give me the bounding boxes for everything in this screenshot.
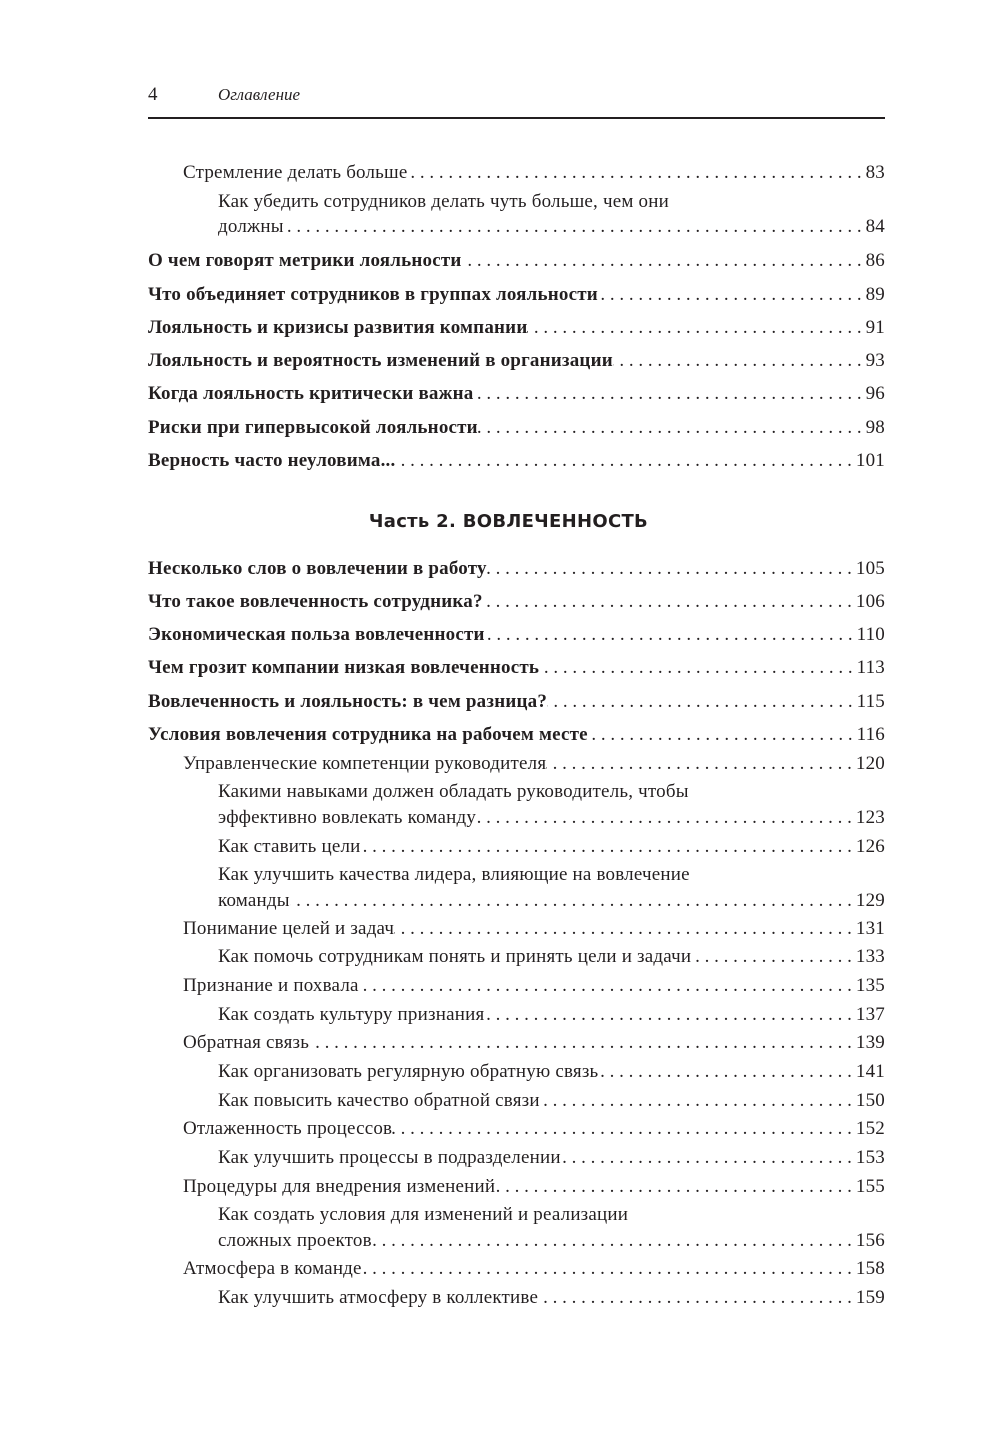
toc-entry <box>218 779 885 805</box>
toc-entry-title: Как улучшить качества лидера, влияющие на вовлечение <box>218 864 690 885</box>
dot-leader <box>598 282 866 308</box>
toc-entry-title: Какими навыками должен обладать руководитель, чтобы <box>218 781 689 802</box>
toc-page-number: 137 <box>855 1004 885 1025</box>
dot-leader <box>540 1088 856 1114</box>
toc-entry <box>148 282 885 308</box>
toc-entry <box>183 160 885 186</box>
toc-entry-title: Как улучшить процессы в подразделении <box>218 1147 561 1168</box>
toc-page-number: 120 <box>855 753 885 774</box>
toc-entry-title: Понимание целей и задач <box>183 918 395 939</box>
running-header: Оглавление <box>218 85 301 104</box>
toc-entry-title: Несколько слов о вовлечении в работу <box>148 558 487 579</box>
dot-leader <box>361 834 856 860</box>
toc-page-number: 158 <box>855 1258 885 1279</box>
toc-page-number: 155 <box>855 1176 885 1197</box>
dot-leader <box>408 160 866 186</box>
dot-leader <box>394 916 856 942</box>
toc-entry <box>183 751 885 777</box>
dot-leader <box>462 248 866 274</box>
toc-entry <box>218 189 885 215</box>
dot-leader <box>484 1002 856 1028</box>
toc-entry <box>218 944 885 970</box>
dot-leader <box>613 348 866 374</box>
toc-page-number: 110 <box>856 624 885 645</box>
toc-entry-title: Как помочь сотрудникам понять и принять цели и задачи <box>218 946 692 967</box>
toc-entry-title: Риски при гипервысокой лояльности <box>148 417 478 438</box>
toc-entry-title: Вовлеченность и лояльность: в чем разница? <box>148 691 548 712</box>
dot-leader <box>483 589 856 615</box>
toc-entry <box>183 1116 885 1142</box>
toc-page-number: 156 <box>855 1230 885 1251</box>
toc-page-number: 113 <box>856 657 885 678</box>
header-rule <box>148 117 885 119</box>
toc-entry-title: Управленческие компетенции руководителя <box>183 753 547 774</box>
toc-entry-title: Как ставить цели <box>218 836 361 857</box>
dot-leader <box>588 722 857 748</box>
toc-entry-title: Как убедить сотрудников делать чуть больше, чем они <box>218 191 669 212</box>
toc-page-number: 93 <box>865 350 885 371</box>
toc-entry-title: Стремление делать больше <box>183 162 408 183</box>
dot-leader <box>392 1116 856 1142</box>
dot-leader <box>527 315 865 341</box>
dot-leader <box>538 1285 856 1311</box>
toc-entry <box>218 1059 885 1085</box>
toc-entry-title: Чем грозит компании низкая вовлеченность <box>148 657 540 678</box>
toc-entry <box>148 589 885 615</box>
toc-entry-title: должны <box>218 216 284 237</box>
toc-entry-title: сложных проектов <box>218 1230 372 1251</box>
toc-entry-title: Как повысить качество обратной связи <box>218 1090 540 1111</box>
toc-entry <box>148 448 885 474</box>
dot-leader <box>495 1174 856 1200</box>
toc-page-number: 115 <box>856 691 885 712</box>
toc-entry <box>183 1030 885 1056</box>
toc-entry <box>218 805 885 831</box>
toc-page-number: 141 <box>855 1061 885 1082</box>
dot-leader <box>290 888 856 914</box>
toc-entry <box>218 1002 885 1028</box>
toc-entry <box>183 916 885 942</box>
toc-entry-title: Что объединяет сотрудников в группах лояльности <box>148 284 598 305</box>
toc-entry-title: Как создать культуру признания <box>218 1004 485 1025</box>
toc-page-number: 152 <box>855 1118 885 1139</box>
toc-entry <box>218 1145 885 1171</box>
toc-page-number: 131 <box>855 918 885 939</box>
toc-page-number: 133 <box>855 946 885 967</box>
toc-entry <box>218 214 885 240</box>
toc-entry-title: Отлаженность процессов <box>183 1118 393 1139</box>
toc-entry <box>218 1228 885 1254</box>
dot-leader <box>487 556 856 582</box>
toc-entry <box>148 689 885 715</box>
toc-entry-title: Как улучшить атмосферу в коллективе <box>218 1287 539 1308</box>
toc-entry <box>148 622 885 648</box>
dot-leader <box>546 751 856 777</box>
toc-page-number: 135 <box>855 975 885 996</box>
page-number: 4 <box>148 84 158 105</box>
toc-page-number: 86 <box>865 250 885 271</box>
toc-entry-title: Экономическая польза вовлеченности <box>148 624 485 645</box>
toc-entry <box>218 834 885 860</box>
toc-page-number: 98 <box>865 417 885 438</box>
toc-page-number: 96 <box>865 383 885 404</box>
toc-entry-title: Лояльность и кризисы развития компании <box>148 317 528 338</box>
dot-leader <box>691 944 856 970</box>
toc-entry <box>218 862 885 888</box>
part-heading: Часть 2. ВОВЛЕЧЕННОСТЬ <box>368 511 649 532</box>
toc-entry <box>218 1088 885 1114</box>
toc-entry-title: Как организовать регулярную обратную связь <box>218 1061 599 1082</box>
toc-entry <box>218 1285 885 1311</box>
dot-leader <box>372 1228 856 1254</box>
toc-page-number: 159 <box>855 1287 885 1308</box>
toc-entry-title: Обратная связь <box>183 1032 310 1053</box>
toc-entry <box>148 381 885 407</box>
toc-entry <box>148 722 885 748</box>
dot-leader <box>476 805 856 831</box>
toc-entry <box>148 556 885 582</box>
toc-page-number: 129 <box>855 890 885 911</box>
toc-page-number: 83 <box>865 162 885 183</box>
toc-page-number: 106 <box>855 591 885 612</box>
dot-leader <box>539 655 856 681</box>
toc-entry-title: Атмосфера в команде <box>183 1258 362 1279</box>
toc-entry-title: эффективно вовлекать команду <box>218 807 477 828</box>
toc-page-number: 105 <box>855 558 885 579</box>
toc-entry-title: Что такое вовлеченность сотрудника? <box>148 591 483 612</box>
dot-leader <box>395 448 855 474</box>
toc-entry <box>183 973 885 999</box>
dot-leader <box>362 1256 856 1282</box>
toc-page-number: 101 <box>855 450 885 471</box>
toc-entry-title: команды <box>218 890 290 911</box>
toc-entry <box>218 1202 885 1228</box>
dot-leader <box>473 381 865 407</box>
toc-entry-title: Признание и похвала <box>183 975 359 996</box>
toc-page-number: 84 <box>865 216 885 237</box>
toc-page-number: 91 <box>865 317 885 338</box>
toc-entry <box>148 348 885 374</box>
toc-entry <box>148 655 885 681</box>
dot-leader <box>284 214 866 240</box>
toc-entry-title: Как создать условия для изменений и реализации <box>218 1204 629 1225</box>
toc-entry <box>148 315 885 341</box>
toc-page-number: 116 <box>856 724 885 745</box>
toc-entry-title: Когда лояльность критически важна <box>148 383 474 404</box>
toc-entry <box>218 888 885 914</box>
dot-leader <box>598 1059 856 1085</box>
toc-entry-title: Лояльность и вероятность изменений в организации <box>148 350 613 371</box>
toc-page-number: 123 <box>855 807 885 828</box>
dot-leader <box>359 973 856 999</box>
dot-leader <box>561 1145 856 1171</box>
toc-entry <box>148 415 885 441</box>
toc-entry-title: О чем говорят метрики лояльности <box>148 250 462 271</box>
toc-page-number: 126 <box>855 836 885 857</box>
dot-leader <box>485 622 857 648</box>
dot-leader <box>478 415 866 441</box>
toc-entry-title: Процедуры для внедрения изменений <box>183 1176 496 1197</box>
toc-entry <box>183 1256 885 1282</box>
toc-page-number: 139 <box>855 1032 885 1053</box>
toc-entry <box>148 248 885 274</box>
dot-leader <box>309 1030 856 1056</box>
toc-page-number: 153 <box>855 1147 885 1168</box>
toc-entry-title: Верность часто неуловима... <box>148 450 396 471</box>
toc-entry <box>183 1174 885 1200</box>
toc-entry-title: Условия вовлечения сотрудника на рабочем месте <box>148 724 588 745</box>
dot-leader <box>547 689 857 715</box>
toc-page-number: 150 <box>855 1090 885 1111</box>
toc-page-number: 89 <box>865 284 885 305</box>
